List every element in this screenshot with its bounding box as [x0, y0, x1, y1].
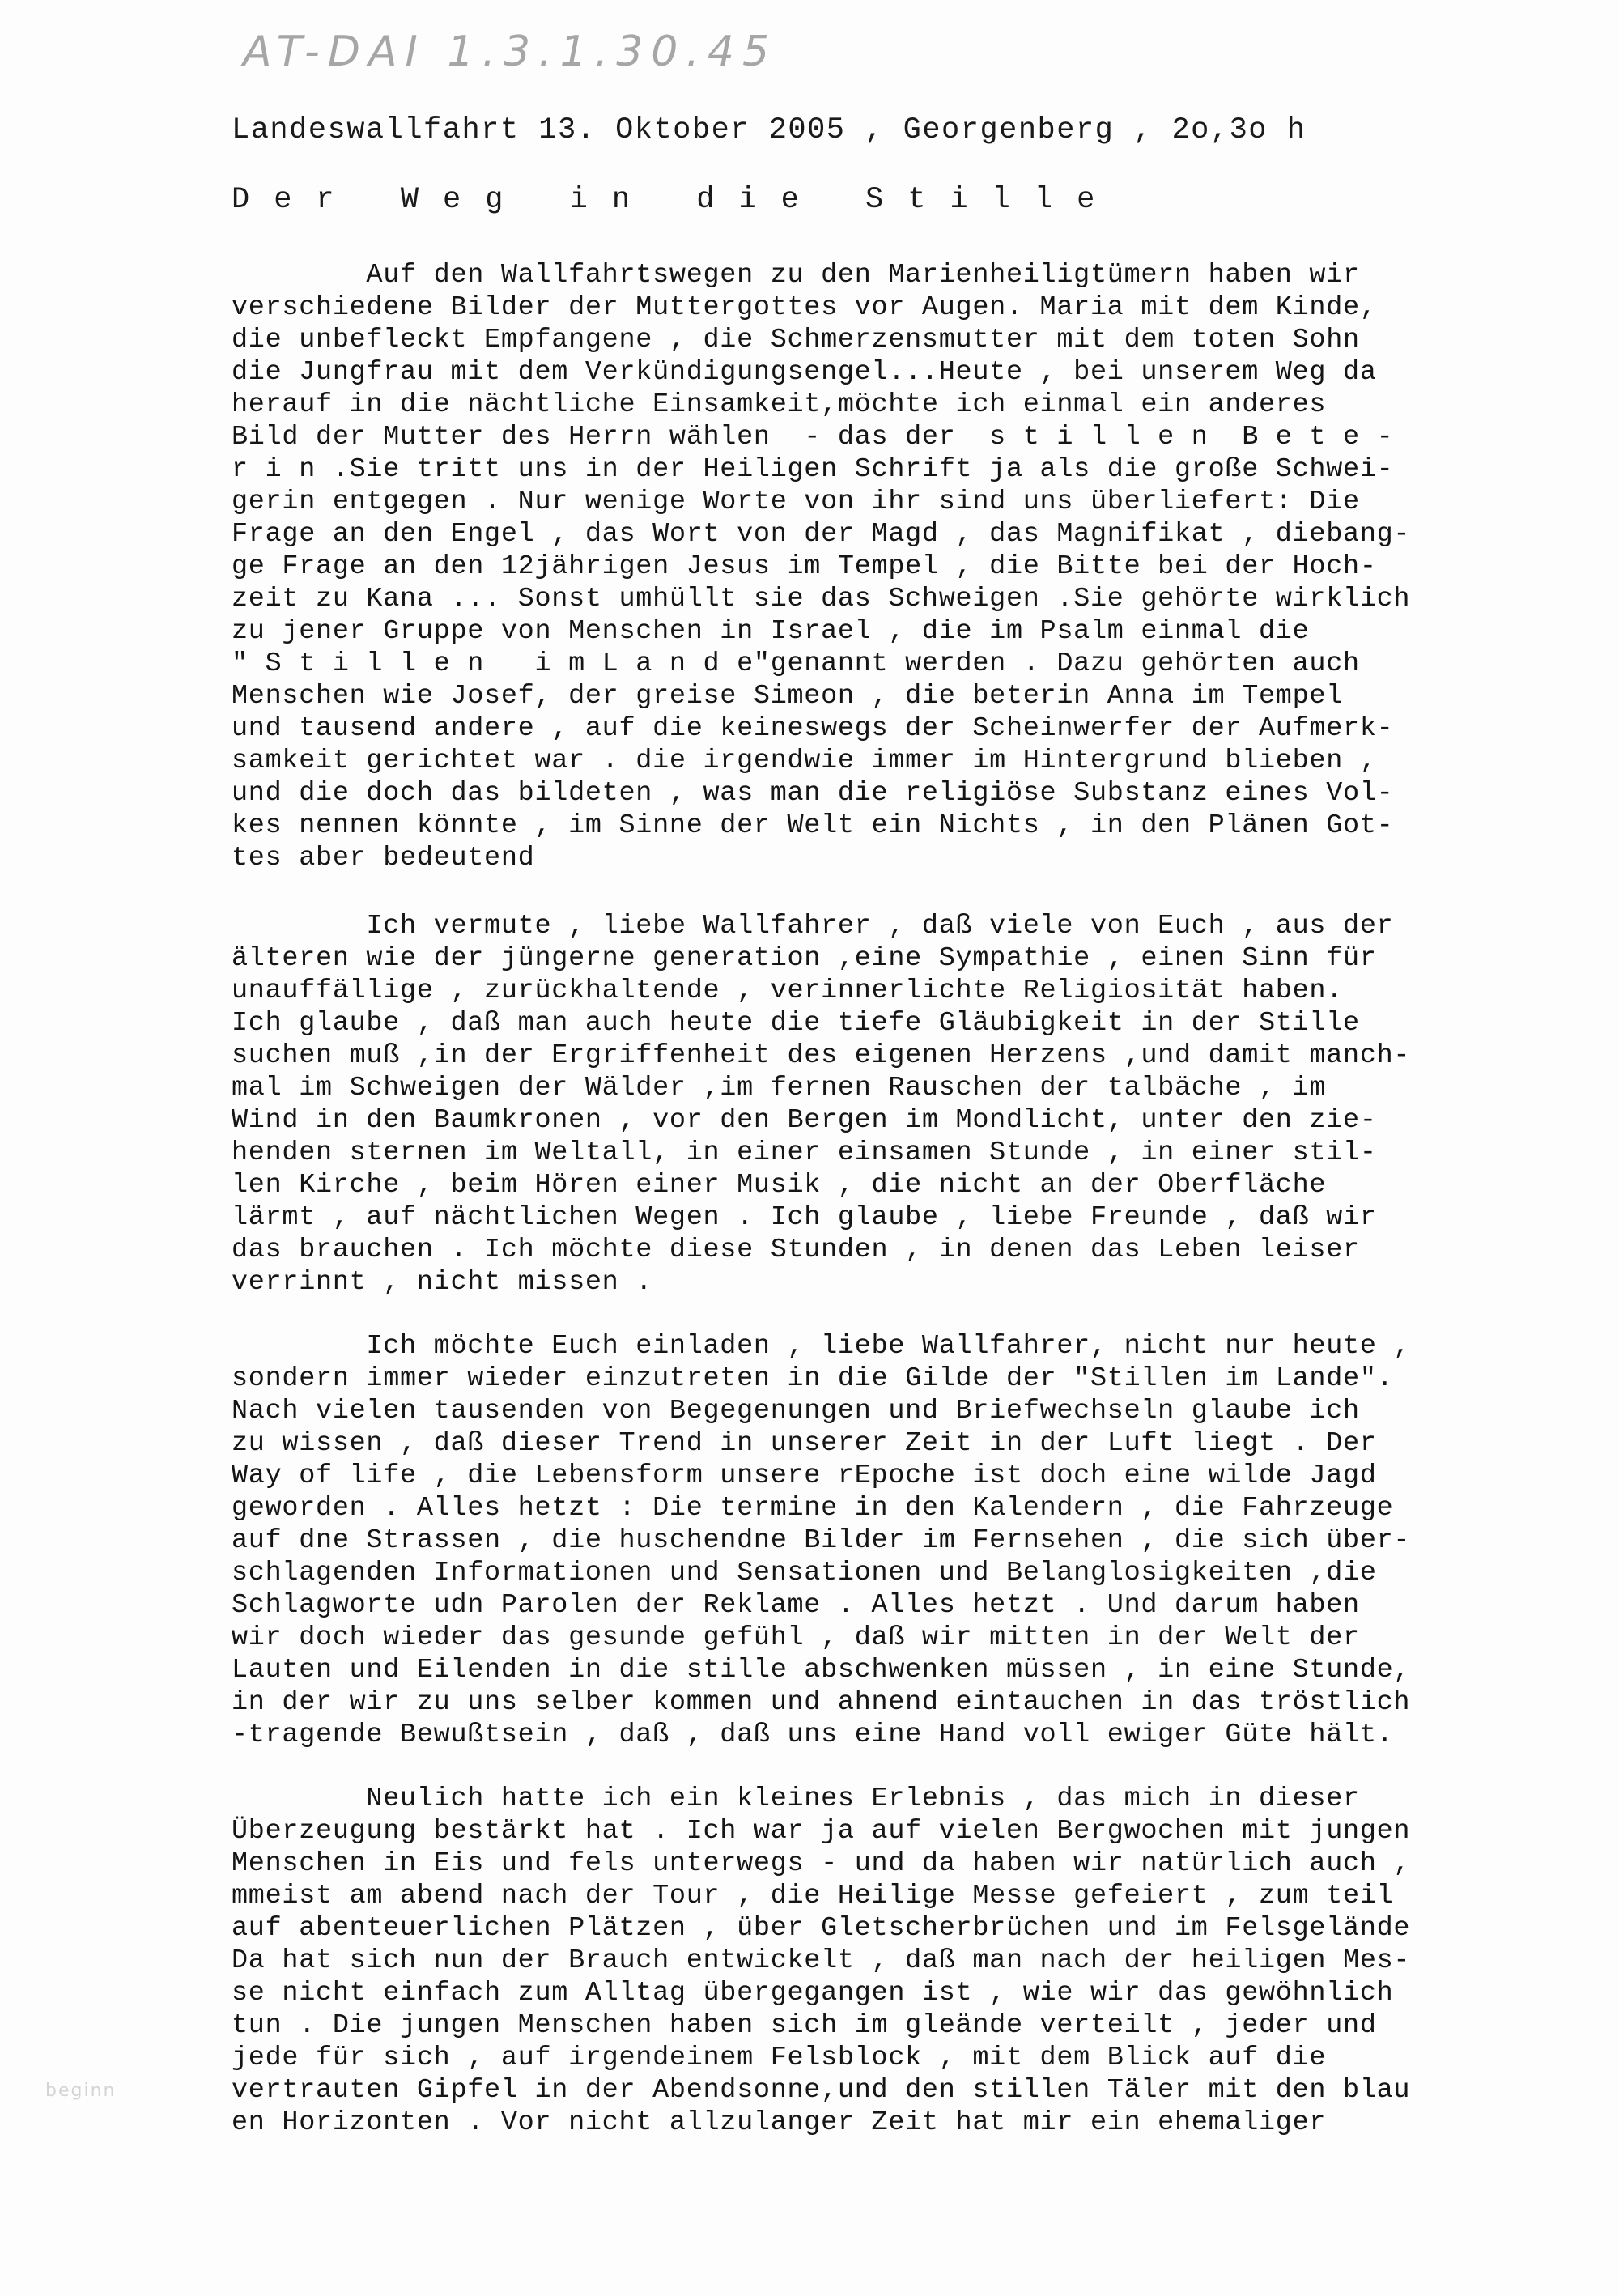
paragraph-2: Ich vermute , liebe Wallfahrer , daß viele von Euch , aus der älteren wie der jüngerne generation ,eine Sympathie , einen Sinn für unauffällige , zurückhaltende , verinnerlichte Religiosität haben. Ich glaube , daß man auch heute die tiefe Gläubigkeit in der Stille suchen muß ,in der Ergriffenheit des eigenen Herzens ,und damit manch- mal im Schweigen der Wälder ,im fernen Rauschen der talbäche , im Wind in den Baumkronen , vor den Bergen im Mondlicht, unter den zie- henden sternen im Weltall, in einer einsamen Stunde , in einer stil- len Kirche , beim Hören einer Musik , die nicht an der Oberfläche lärmt , auf nächtlichen Wegen . Ich glaube , liebe Freunde , daß wir das brauchen . Ich möchte diese Stunden , in denen das Leben leiser verrinnt , nicht missen .: [232, 911, 1411, 1298]
event-header: Landeswallfahrt 13. Oktober 2005 , Georgenberg , 2o,3o h: [232, 113, 1307, 147]
margin-mark: beginn: [45, 2081, 117, 2101]
paragraph-4: Neulich hatte ich ein kleines Erlebnis , das mich in dieser Überzeugung bestärkt hat . Ich war ja auf vielen Bergwochen mit jungen Menschen in Eis und fels unterwegs - und da haben wir natürlich auch , mmeist am abend nach der Tour , die Heilige Messe gefeiert , zum teil auf abenteuerlichen Plätzen , über Gletscherbrüchen und im Felsgelände Da hat sich nun der Brauch entwickelt , daß man nach der heiligen Mes- se nicht einfach zum Alltag übergegangen ist , wie wir das gewöhnlich tun . Die jungen Menschen haben sich im gleände verteilt , jeder und jede für sich , auf irgendeinem Felsblock , mit dem Blick auf die vertrauten Gipfel in der Abendsonne,und den stillen Täler mit den blau en Horizonten . Vor nicht allzulanger Zeit hat mir ein ehemaliger: [232, 1784, 1411, 2138]
paragraph-1: Auf den Wallfahrtswegen zu den Marienheiligtümern haben wir verschiedene Bilder der Muttergottes vor Augen. Maria mit dem Kinde, die unbefleckt Empfangene , die Schmerzensmutter mit dem toten Sohn die Jungfrau mit dem Verkündigungsengel...Heute , bei unserem Weg da herauf in die nächtliche Einsamkeit,möchte ich einmal ein anderes Bild der Mutter des Herrn wählen - das der s t i l l e n B e t e - r i n .Sie tritt uns in der Heiligen Schrift ja als die große Schwei- gerin entgegen . Nur wenige Worte von ihr sind uns überliefert: Die Frage an den Engel , das Wort von der Magd , das Magnifikat , diebang- ge Frage an den 12jährigen Jesus im Tempel , die Bitte bei der Hoch- zeit zu Kana ... Sonst umhüllt sie das Schweigen .Sie gehörte wirklich zu jener Gruppe von Menschen in Israel , die im Psalm einmal die " S t i l l e n i m L a n d e"genannt werden . Dazu gehörten auch Menschen wie Josef, der greise Simeon , die beterin Anna im Tempel und tausend andere , auf die keineswegs der Scheinwerfer der Aufmerk- samkeit gerichtet war . die irgendwie immer im Hintergrund blieben , und die doch das bildeten , was man die religiöse Substanz eines Vol- kes nennen könnte , im Sinne der Welt ein Nichts , in den Plänen Got- tes aber bedeutend: [232, 260, 1411, 874]
archive-reference-handwritten: AT-DAI 1.3.1.30.45: [243, 28, 778, 76]
paragraph-3: Ich möchte Euch einladen , liebe Wallfahrer, nicht nur heute , sondern immer wieder einzutreten in die Gilde der "Stillen im Lande". Nach vielen tausenden von Begegenungen und Briefwechseln glaube ich zu wissen , daß dieser Trend in unserer Zeit in der Luft liegt . Der Way of life , die Lebensform unsere rEpoche ist doch eine wilde Jagd geworden . Alles hetzt : Die termine in den Kalendern , die Fahrzeuge auf dne Strassen , die huschendne Bilder im Fernsehen , die sich über- schlagenden Informationen und Sensationen und Belanglosigkeiten ,die Schlagworte udn Parolen der Reklame . Alles hetzt . Und darum haben wir doch wieder das gesunde gefühl , daß wir mitten in der Welt der Lauten und Eilenden in die stille abschwenken müssen , in eine Stunde, in der wir zu uns selber kommen und ahnend eintauchen in das tröstlich -tragende Bewußtsein , daß , daß uns eine Hand voll ewiger Güte hält.: [232, 1331, 1411, 1750]
document-title: Der Weg in die Stille: [232, 183, 1120, 217]
